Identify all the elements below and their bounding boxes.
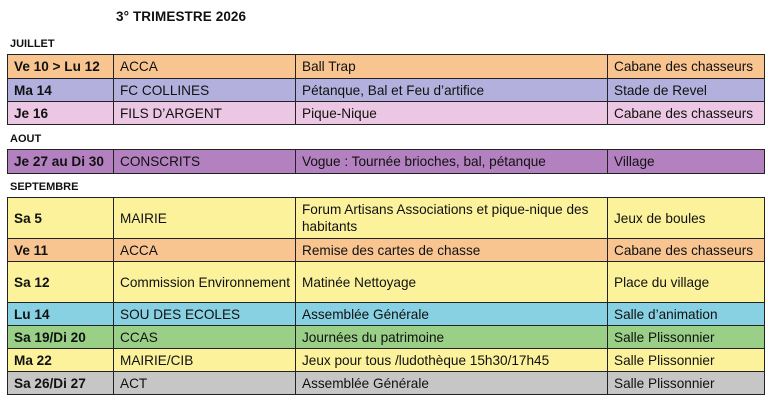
event-organizer: ACT bbox=[114, 372, 296, 395]
event-title: Forum Artisans Associations et pique-nique des habitants bbox=[296, 198, 608, 239]
event-organizer: MAIRIE bbox=[114, 198, 296, 239]
event-row bbox=[8, 239, 765, 262]
event-date: Ve 11 bbox=[8, 239, 114, 262]
event-organizer: Commission Environnement bbox=[114, 262, 296, 303]
event-title: Remise des cartes de chasse bbox=[296, 239, 608, 262]
event-place: Salle Plissonnier bbox=[608, 326, 765, 349]
event-date: Sa 5 bbox=[8, 198, 114, 239]
event-row bbox=[8, 303, 765, 326]
page-title: 3° TRIMESTRE 2026 bbox=[116, 9, 247, 24]
event-row bbox=[8, 55, 765, 79]
event-place: Salle Plissonnier bbox=[608, 372, 765, 395]
month-heading-septembre: SEPTEMBRE bbox=[10, 181, 79, 193]
schedule-table-aout bbox=[7, 149, 765, 174]
event-title: Pique-Nique bbox=[296, 102, 608, 125]
event-organizer: CONSCRITS bbox=[114, 150, 296, 174]
event-place: Cabane des chasseurs bbox=[608, 55, 765, 79]
event-title: Assemblée Générale bbox=[296, 303, 608, 326]
event-row bbox=[8, 349, 765, 372]
event-place: Stade de Revel bbox=[608, 79, 765, 102]
event-date: Ve 10 > Lu 12 bbox=[8, 55, 114, 79]
event-row bbox=[8, 102, 765, 125]
event-place: Cabane des chasseurs bbox=[608, 239, 765, 262]
event-title: Vogue : Tournée brioches, bal, pétanque bbox=[296, 150, 608, 174]
event-date: Sa 12 bbox=[8, 262, 114, 303]
event-title: Ball Trap bbox=[296, 55, 608, 79]
event-title: Journées du patrimoine bbox=[296, 326, 608, 349]
event-place: Salle Plissonnier bbox=[608, 349, 765, 372]
event-row bbox=[8, 262, 765, 303]
event-place: Cabane des chasseurs bbox=[608, 102, 765, 125]
event-title: Matinée Nettoyage bbox=[296, 262, 608, 303]
event-organizer: CCAS bbox=[114, 326, 296, 349]
event-organizer: FILS D’ARGENT bbox=[114, 102, 296, 125]
event-date: Je 27 au Di 30 bbox=[8, 150, 114, 174]
event-title: Jeux pour tous /ludothèque 15h30/17h45 bbox=[296, 349, 608, 372]
event-organizer: ACCA bbox=[114, 55, 296, 79]
event-date: Ma 14 bbox=[8, 79, 114, 102]
month-heading-juillet: JUILLET bbox=[10, 38, 55, 50]
event-organizer: MAIRIE/CIB bbox=[114, 349, 296, 372]
event-date: Ma 22 bbox=[8, 349, 114, 372]
schedule-table-juillet bbox=[7, 54, 765, 125]
event-organizer: ACCA bbox=[114, 239, 296, 262]
event-date: Sa 19/Di 20 bbox=[8, 326, 114, 349]
event-date: Sa 26/Di 27 bbox=[8, 372, 114, 395]
event-row bbox=[8, 79, 765, 102]
event-date: Je 16 bbox=[8, 102, 114, 125]
event-row bbox=[8, 150, 765, 174]
event-row bbox=[8, 326, 765, 349]
event-organizer: SOU DES ECOLES bbox=[114, 303, 296, 326]
event-row bbox=[8, 198, 765, 239]
event-title: Assemblée Générale bbox=[296, 372, 608, 395]
event-date: Lu 14 bbox=[8, 303, 114, 326]
event-place: Place du village bbox=[608, 262, 765, 303]
month-heading-aout: AOUT bbox=[10, 133, 42, 145]
event-place: Village bbox=[608, 150, 765, 174]
event-row bbox=[8, 372, 765, 395]
event-organizer: FC COLLINES bbox=[114, 79, 296, 102]
event-title: Pétanque, Bal et Feu d’artifice bbox=[296, 79, 608, 102]
event-place: Salle d’animation bbox=[608, 303, 765, 326]
schedule-table-septembre bbox=[7, 197, 765, 395]
event-place: Jeux de boules bbox=[608, 198, 765, 239]
